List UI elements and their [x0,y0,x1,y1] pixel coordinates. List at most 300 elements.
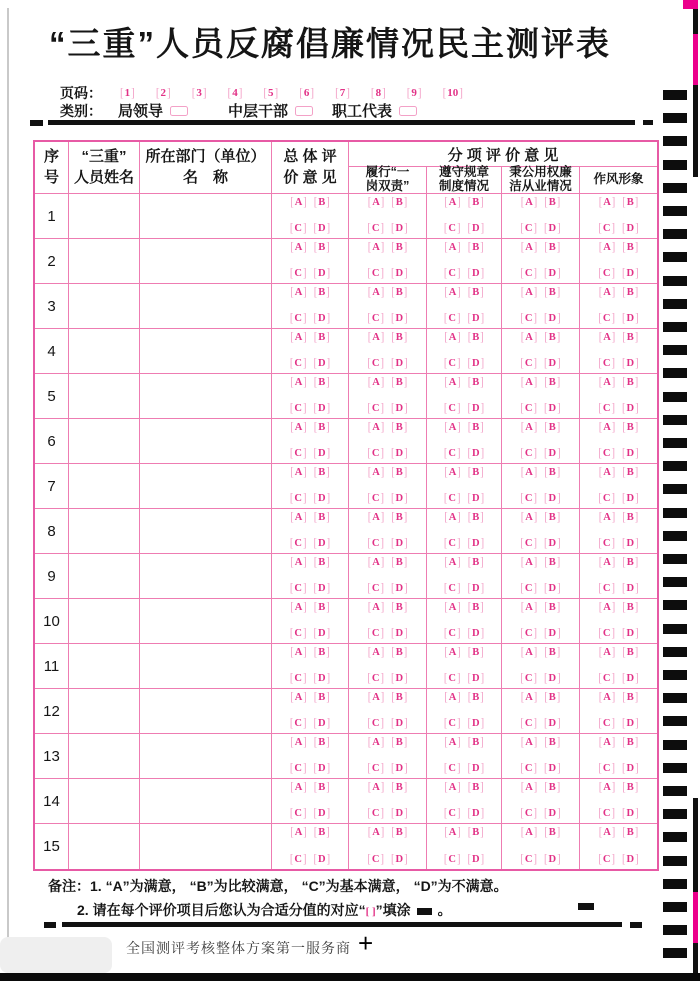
eval-bubble-integrity-D[interactable] [544,223,561,234]
eval-bubble-overall-C[interactable] [290,718,307,729]
dept-input-cell[interactable] [140,329,272,374]
eval-bubble-duty-dual-post-C[interactable] [367,403,384,414]
eval-bubble-rules-compliance-D[interactable] [468,808,485,819]
eval-bubble-work-style-C[interactable] [598,673,615,684]
eval-bubble-duty-dual-post-A[interactable] [368,557,385,568]
eval-bubble-overall-B[interactable] [314,782,330,793]
eval-bubble-rules-compliance-C[interactable] [444,358,461,369]
eval-bubble-rules-compliance-C[interactable] [444,538,461,549]
eval-bubble-rules-compliance-C[interactable] [444,493,461,504]
eval-bubble-duty-dual-post-A[interactable] [368,827,385,838]
dept-input-cell[interactable] [140,644,272,689]
eval-bubble-rules-compliance-D[interactable] [468,358,485,369]
eval-bubble-integrity-A[interactable] [521,377,538,388]
eval-bubble-rules-compliance-C[interactable] [444,854,461,865]
eval-bubble-duty-dual-post-B[interactable] [391,242,407,253]
eval-bubble-rules-compliance-D[interactable] [468,493,485,504]
eval-bubble-duty-dual-post-C[interactable] [367,628,384,639]
eval-bubble-overall-C[interactable] [290,313,307,324]
dept-input-cell[interactable] [140,779,272,824]
eval-bubble-duty-dual-post-D[interactable] [391,808,408,819]
eval-bubble-work-style-C[interactable] [598,268,615,279]
eval-bubble-duty-dual-post-B[interactable] [391,737,407,748]
eval-bubble-rules-compliance-B[interactable] [468,602,484,613]
eval-bubble-duty-dual-post-B[interactable] [391,557,407,568]
eval-bubble-work-style-B[interactable] [622,422,638,433]
eval-bubble-rules-compliance-B[interactable] [468,692,484,703]
eval-bubble-integrity-D[interactable] [544,448,561,459]
eval-bubble-duty-dual-post-D[interactable] [391,313,408,324]
category-bubble-2[interactable] [295,106,313,116]
eval-bubble-work-style-D[interactable] [622,448,639,459]
eval-bubble-work-style-C[interactable] [598,854,615,865]
name-input-cell[interactable] [69,239,140,284]
page-bubble-7[interactable] [335,85,350,100]
eval-bubble-integrity-B[interactable] [544,692,560,703]
eval-bubble-duty-dual-post-C[interactable] [367,673,384,684]
eval-bubble-work-style-A[interactable] [599,422,616,433]
eval-bubble-work-style-C[interactable] [598,313,615,324]
eval-bubble-overall-A[interactable] [290,557,307,568]
eval-bubble-rules-compliance-C[interactable] [444,583,461,594]
eval-bubble-duty-dual-post-D[interactable] [391,583,408,594]
eval-bubble-duty-dual-post-C[interactable] [367,538,384,549]
eval-bubble-integrity-C[interactable] [520,358,537,369]
eval-bubble-overall-C[interactable] [290,448,307,459]
eval-bubble-integrity-D[interactable] [544,493,561,504]
eval-bubble-overall-D[interactable] [314,223,331,234]
eval-bubble-overall-B[interactable] [314,557,330,568]
eval-bubble-overall-A[interactable] [290,737,307,748]
eval-bubble-duty-dual-post-A[interactable] [368,782,385,793]
eval-bubble-overall-D[interactable] [314,583,331,594]
eval-bubble-overall-B[interactable] [314,737,330,748]
eval-bubble-overall-C[interactable] [290,358,307,369]
eval-bubble-rules-compliance-C[interactable] [444,673,461,684]
eval-bubble-rules-compliance-B[interactable] [468,242,484,253]
eval-bubble-overall-D[interactable] [314,403,331,414]
name-input-cell[interactable] [69,329,140,374]
eval-bubble-rules-compliance-A[interactable] [444,512,461,523]
eval-bubble-rules-compliance-D[interactable] [468,854,485,865]
eval-bubble-duty-dual-post-C[interactable] [367,268,384,279]
eval-bubble-rules-compliance-C[interactable] [444,403,461,414]
eval-bubble-rules-compliance-B[interactable] [468,827,484,838]
eval-bubble-integrity-B[interactable] [544,287,560,298]
eval-bubble-overall-B[interactable] [314,827,330,838]
eval-bubble-rules-compliance-A[interactable] [444,242,461,253]
eval-bubble-rules-compliance-B[interactable] [468,557,484,568]
eval-bubble-work-style-B[interactable] [622,332,638,343]
eval-bubble-integrity-A[interactable] [521,422,538,433]
eval-bubble-overall-B[interactable] [314,512,330,523]
eval-bubble-integrity-A[interactable] [521,197,538,208]
eval-bubble-integrity-C[interactable] [520,268,537,279]
eval-bubble-integrity-B[interactable] [544,512,560,523]
eval-bubble-work-style-D[interactable] [622,808,639,819]
eval-bubble-rules-compliance-D[interactable] [468,673,485,684]
page-bubble-3[interactable] [191,85,207,100]
eval-bubble-rules-compliance-D[interactable] [468,538,485,549]
eval-bubble-rules-compliance-A[interactable] [444,782,461,793]
page-bubble-8[interactable] [370,85,386,100]
eval-bubble-rules-compliance-B[interactable] [468,737,484,748]
eval-bubble-overall-A[interactable] [290,422,307,433]
eval-bubble-overall-B[interactable] [314,647,330,658]
eval-bubble-duty-dual-post-B[interactable] [391,377,407,388]
eval-bubble-integrity-C[interactable] [520,403,537,414]
name-input-cell[interactable] [69,509,140,554]
eval-bubble-work-style-A[interactable] [599,782,616,793]
eval-bubble-rules-compliance-C[interactable] [444,763,461,774]
eval-bubble-integrity-D[interactable] [544,583,561,594]
eval-bubble-work-style-C[interactable] [598,448,615,459]
eval-bubble-work-style-A[interactable] [599,287,616,298]
eval-bubble-rules-compliance-A[interactable] [444,692,461,703]
eval-bubble-duty-dual-post-A[interactable] [368,602,385,613]
name-input-cell[interactable] [69,419,140,464]
eval-bubble-work-style-D[interactable] [622,673,639,684]
eval-bubble-overall-C[interactable] [290,268,307,279]
dept-input-cell[interactable] [140,554,272,599]
eval-bubble-integrity-C[interactable] [520,718,537,729]
eval-bubble-integrity-C[interactable] [520,493,537,504]
eval-bubble-integrity-C[interactable] [520,628,537,639]
eval-bubble-overall-A[interactable] [290,692,307,703]
eval-bubble-integrity-B[interactable] [544,827,560,838]
name-input-cell[interactable] [69,599,140,644]
eval-bubble-work-style-D[interactable] [622,313,639,324]
eval-bubble-integrity-D[interactable] [544,808,561,819]
eval-bubble-work-style-D[interactable] [622,538,639,549]
eval-bubble-integrity-B[interactable] [544,242,560,253]
eval-bubble-overall-B[interactable] [314,602,330,613]
eval-bubble-overall-C[interactable] [290,223,307,234]
name-input-cell[interactable] [69,554,140,599]
eval-bubble-work-style-C[interactable] [598,583,615,594]
dept-input-cell[interactable] [140,284,272,329]
eval-bubble-duty-dual-post-B[interactable] [391,602,407,613]
name-input-cell[interactable] [69,464,140,509]
eval-bubble-integrity-C[interactable] [520,673,537,684]
eval-bubble-integrity-D[interactable] [544,718,561,729]
eval-bubble-duty-dual-post-D[interactable] [391,268,408,279]
eval-bubble-integrity-D[interactable] [544,313,561,324]
eval-bubble-rules-compliance-C[interactable] [444,448,461,459]
eval-bubble-duty-dual-post-C[interactable] [367,854,384,865]
eval-bubble-work-style-B[interactable] [622,602,638,613]
eval-bubble-work-style-B[interactable] [622,287,638,298]
eval-bubble-duty-dual-post-A[interactable] [368,737,385,748]
eval-bubble-overall-B[interactable] [314,332,330,343]
eval-bubble-integrity-B[interactable] [544,647,560,658]
eval-bubble-rules-compliance-B[interactable] [468,512,484,523]
eval-bubble-work-style-D[interactable] [622,223,639,234]
eval-bubble-duty-dual-post-C[interactable] [367,763,384,774]
eval-bubble-overall-D[interactable] [314,673,331,684]
eval-bubble-overall-A[interactable] [290,467,307,478]
eval-bubble-duty-dual-post-A[interactable] [368,332,385,343]
eval-bubble-work-style-A[interactable] [599,197,616,208]
eval-bubble-duty-dual-post-B[interactable] [391,827,407,838]
eval-bubble-work-style-D[interactable] [622,583,639,594]
eval-bubble-duty-dual-post-B[interactable] [391,467,407,478]
eval-bubble-overall-C[interactable] [290,808,307,819]
eval-bubble-integrity-A[interactable] [521,512,538,523]
dept-input-cell[interactable] [140,239,272,284]
eval-bubble-work-style-C[interactable] [598,493,615,504]
eval-bubble-work-style-A[interactable] [599,827,616,838]
eval-bubble-duty-dual-post-C[interactable] [367,313,384,324]
eval-bubble-overall-D[interactable] [314,313,331,324]
eval-bubble-integrity-D[interactable] [544,538,561,549]
eval-bubble-rules-compliance-B[interactable] [468,197,484,208]
eval-bubble-integrity-B[interactable] [544,602,560,613]
eval-bubble-duty-dual-post-C[interactable] [367,808,384,819]
eval-bubble-work-style-A[interactable] [599,557,616,568]
eval-bubble-overall-A[interactable] [290,197,307,208]
eval-bubble-work-style-A[interactable] [599,467,616,478]
eval-bubble-duty-dual-post-C[interactable] [367,358,384,369]
eval-bubble-duty-dual-post-A[interactable] [368,287,385,298]
eval-bubble-overall-A[interactable] [290,782,307,793]
eval-bubble-overall-D[interactable] [314,268,331,279]
eval-bubble-overall-C[interactable] [290,628,307,639]
eval-bubble-overall-A[interactable] [290,287,307,298]
eval-bubble-duty-dual-post-A[interactable] [368,512,385,523]
eval-bubble-duty-dual-post-B[interactable] [391,782,407,793]
eval-bubble-rules-compliance-C[interactable] [444,628,461,639]
eval-bubble-rules-compliance-D[interactable] [468,718,485,729]
eval-bubble-integrity-A[interactable] [521,782,538,793]
page-bubble-5[interactable] [263,85,279,100]
eval-bubble-work-style-A[interactable] [599,332,616,343]
eval-bubble-duty-dual-post-A[interactable] [368,197,385,208]
eval-bubble-work-style-B[interactable] [622,557,638,568]
eval-bubble-integrity-D[interactable] [544,403,561,414]
eval-bubble-integrity-C[interactable] [520,223,537,234]
eval-bubble-integrity-B[interactable] [544,737,560,748]
eval-bubble-rules-compliance-B[interactable] [468,332,484,343]
name-input-cell[interactable] [69,734,140,779]
dept-input-cell[interactable] [140,599,272,644]
eval-bubble-duty-dual-post-C[interactable] [367,583,384,594]
eval-bubble-work-style-A[interactable] [599,692,616,703]
eval-bubble-duty-dual-post-D[interactable] [391,403,408,414]
page-bubble-6[interactable] [299,85,315,100]
eval-bubble-rules-compliance-D[interactable] [468,583,485,594]
eval-bubble-overall-B[interactable] [314,692,330,703]
eval-bubble-overall-D[interactable] [314,854,331,865]
name-input-cell[interactable] [69,689,140,734]
dept-input-cell[interactable] [140,689,272,734]
eval-bubble-duty-dual-post-D[interactable] [391,854,408,865]
eval-bubble-overall-B[interactable] [314,377,330,388]
eval-bubble-work-style-A[interactable] [599,377,616,388]
eval-bubble-duty-dual-post-C[interactable] [367,718,384,729]
page-bubble-9[interactable] [406,85,422,100]
eval-bubble-duty-dual-post-D[interactable] [391,223,408,234]
eval-bubble-integrity-B[interactable] [544,332,560,343]
eval-bubble-overall-C[interactable] [290,538,307,549]
eval-bubble-rules-compliance-D[interactable] [468,628,485,639]
dept-input-cell[interactable] [140,509,272,554]
dept-input-cell[interactable] [140,734,272,779]
eval-bubble-work-style-B[interactable] [622,512,638,523]
name-input-cell[interactable] [69,644,140,689]
eval-bubble-rules-compliance-C[interactable] [444,808,461,819]
eval-bubble-work-style-C[interactable] [598,538,615,549]
eval-bubble-work-style-D[interactable] [622,854,639,865]
eval-bubble-integrity-B[interactable] [544,557,560,568]
eval-bubble-work-style-D[interactable] [622,718,639,729]
eval-bubble-integrity-D[interactable] [544,358,561,369]
eval-bubble-rules-compliance-A[interactable] [444,287,461,298]
eval-bubble-rules-compliance-A[interactable] [444,422,461,433]
category-bubble-3[interactable] [399,106,417,116]
eval-bubble-overall-A[interactable] [290,827,307,838]
eval-bubble-integrity-D[interactable] [544,763,561,774]
eval-bubble-work-style-D[interactable] [622,358,639,369]
eval-bubble-rules-compliance-D[interactable] [468,313,485,324]
eval-bubble-integrity-B[interactable] [544,197,560,208]
name-input-cell[interactable] [69,194,140,239]
eval-bubble-duty-dual-post-B[interactable] [391,512,407,523]
eval-bubble-overall-D[interactable] [314,493,331,504]
eval-bubble-integrity-A[interactable] [521,737,538,748]
eval-bubble-rules-compliance-A[interactable] [444,827,461,838]
name-input-cell[interactable] [69,824,140,869]
page-bubble-1[interactable] [120,85,135,100]
eval-bubble-duty-dual-post-A[interactable] [368,242,385,253]
eval-bubble-rules-compliance-D[interactable] [468,403,485,414]
eval-bubble-rules-compliance-A[interactable] [444,467,461,478]
eval-bubble-integrity-C[interactable] [520,583,537,594]
eval-bubble-overall-A[interactable] [290,602,307,613]
eval-bubble-rules-compliance-D[interactable] [468,268,485,279]
eval-bubble-integrity-A[interactable] [521,332,538,343]
eval-bubble-rules-compliance-C[interactable] [444,313,461,324]
eval-bubble-work-style-C[interactable] [598,628,615,639]
eval-bubble-work-style-D[interactable] [622,763,639,774]
eval-bubble-duty-dual-post-B[interactable] [391,332,407,343]
eval-bubble-duty-dual-post-A[interactable] [368,647,385,658]
eval-bubble-overall-A[interactable] [290,647,307,658]
eval-bubble-rules-compliance-B[interactable] [468,782,484,793]
page-bubble-10[interactable] [442,85,463,100]
eval-bubble-overall-D[interactable] [314,448,331,459]
eval-bubble-duty-dual-post-D[interactable] [391,628,408,639]
eval-bubble-rules-compliance-A[interactable] [444,647,461,658]
eval-bubble-duty-dual-post-B[interactable] [391,647,407,658]
eval-bubble-overall-D[interactable] [314,808,331,819]
eval-bubble-overall-C[interactable] [290,583,307,594]
eval-bubble-integrity-A[interactable] [521,692,538,703]
eval-bubble-overall-D[interactable] [314,538,331,549]
name-input-cell[interactable] [69,284,140,329]
eval-bubble-integrity-C[interactable] [520,448,537,459]
eval-bubble-rules-compliance-B[interactable] [468,422,484,433]
eval-bubble-rules-compliance-D[interactable] [468,223,485,234]
dept-input-cell[interactable] [140,824,272,869]
eval-bubble-integrity-C[interactable] [520,313,537,324]
eval-bubble-rules-compliance-C[interactable] [444,268,461,279]
eval-bubble-rules-compliance-B[interactable] [468,467,484,478]
eval-bubble-work-style-C[interactable] [598,763,615,774]
eval-bubble-integrity-D[interactable] [544,673,561,684]
eval-bubble-work-style-C[interactable] [598,358,615,369]
eval-bubble-duty-dual-post-D[interactable] [391,718,408,729]
eval-bubble-integrity-B[interactable] [544,467,560,478]
eval-bubble-overall-B[interactable] [314,242,330,253]
eval-bubble-integrity-A[interactable] [521,467,538,478]
eval-bubble-integrity-A[interactable] [521,602,538,613]
eval-bubble-duty-dual-post-B[interactable] [391,197,407,208]
page-bubble-2[interactable] [155,85,171,100]
eval-bubble-duty-dual-post-B[interactable] [391,422,407,433]
eval-bubble-integrity-B[interactable] [544,422,560,433]
page-bubble-4[interactable] [227,85,243,100]
eval-bubble-duty-dual-post-C[interactable] [367,223,384,234]
eval-bubble-integrity-A[interactable] [521,557,538,568]
eval-bubble-rules-compliance-C[interactable] [444,718,461,729]
eval-bubble-work-style-A[interactable] [599,602,616,613]
eval-bubble-duty-dual-post-D[interactable] [391,358,408,369]
eval-bubble-work-style-B[interactable] [622,197,638,208]
eval-bubble-integrity-C[interactable] [520,854,537,865]
eval-bubble-work-style-B[interactable] [622,242,638,253]
eval-bubble-rules-compliance-B[interactable] [468,287,484,298]
eval-bubble-integrity-B[interactable] [544,782,560,793]
eval-bubble-work-style-A[interactable] [599,737,616,748]
eval-bubble-duty-dual-post-B[interactable] [391,287,407,298]
eval-bubble-overall-D[interactable] [314,763,331,774]
eval-bubble-work-style-C[interactable] [598,808,615,819]
eval-bubble-overall-A[interactable] [290,512,307,523]
eval-bubble-overall-A[interactable] [290,242,307,253]
eval-bubble-rules-compliance-A[interactable] [444,737,461,748]
eval-bubble-overall-C[interactable] [290,854,307,865]
eval-bubble-integrity-A[interactable] [521,647,538,658]
eval-bubble-rules-compliance-D[interactable] [468,763,485,774]
eval-bubble-rules-compliance-B[interactable] [468,647,484,658]
eval-bubble-rules-compliance-C[interactable] [444,223,461,234]
eval-bubble-overall-D[interactable] [314,628,331,639]
eval-bubble-work-style-B[interactable] [622,647,638,658]
eval-bubble-overall-D[interactable] [314,718,331,729]
eval-bubble-duty-dual-post-D[interactable] [391,538,408,549]
eval-bubble-work-style-C[interactable] [598,718,615,729]
eval-bubble-duty-dual-post-D[interactable] [391,673,408,684]
eval-bubble-work-style-C[interactable] [598,403,615,414]
eval-bubble-overall-C[interactable] [290,493,307,504]
eval-bubble-duty-dual-post-D[interactable] [391,763,408,774]
name-input-cell[interactable] [69,374,140,419]
eval-bubble-duty-dual-post-C[interactable] [367,448,384,459]
eval-bubble-integrity-B[interactable] [544,377,560,388]
category-bubble-1[interactable] [170,106,188,116]
eval-bubble-work-style-D[interactable] [622,493,639,504]
eval-bubble-work-style-B[interactable] [622,737,638,748]
eval-bubble-duty-dual-post-C[interactable] [367,493,384,504]
eval-bubble-work-style-D[interactable] [622,628,639,639]
eval-bubble-rules-compliance-A[interactable] [444,557,461,568]
eval-bubble-overall-B[interactable] [314,197,330,208]
name-input-cell[interactable] [69,779,140,824]
eval-bubble-work-style-B[interactable] [622,377,638,388]
eval-bubble-work-style-D[interactable] [622,268,639,279]
eval-bubble-work-style-B[interactable] [622,467,638,478]
